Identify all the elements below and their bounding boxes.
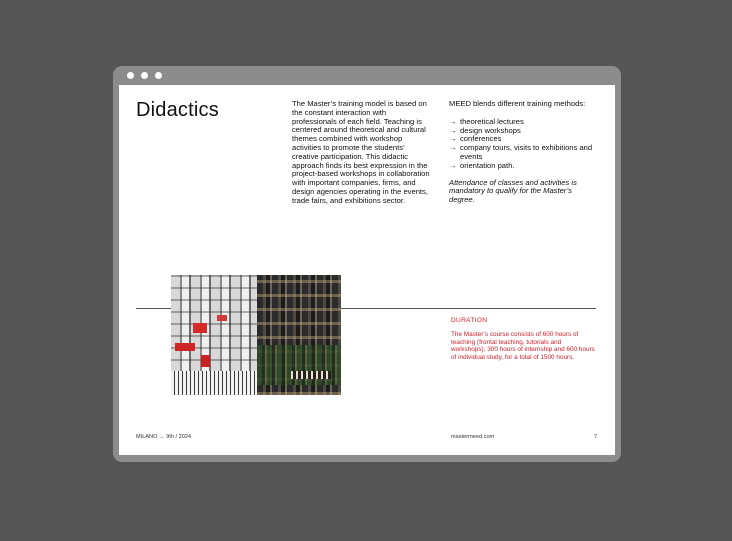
page-title: Didactics	[136, 99, 219, 121]
list-item: → theoretical lectures	[449, 116, 524, 126]
duration-text: The Master’s course consists of 600 hours of teaching (frontal teaching, tutorials and workshops), 300 hours of internship and 600 hours of individual study, for a total of 1500 hours.	[451, 331, 595, 361]
methods-list	[449, 118, 599, 171]
photo-detail	[175, 343, 195, 351]
photo-detail	[171, 371, 257, 395]
window-titlebar	[113, 66, 621, 85]
photo-detail	[291, 371, 331, 379]
photo-detail	[217, 315, 227, 321]
duration-label: DURATION	[451, 317, 488, 324]
photo-detail	[193, 323, 207, 333]
exhibition-photo	[171, 275, 341, 395]
arrow-icon: →	[449, 134, 457, 144]
photo-detail	[257, 345, 341, 385]
attendance-note: Attendance of classes and activities is mandatory to qualify for the Master’s degree.	[449, 177, 577, 205]
methods-intro: MEED blends different training methods:	[449, 99, 586, 108]
arrow-icon: →	[449, 125, 457, 135]
footer-left: MILANO → 9th / 2024	[136, 434, 192, 440]
window-dot-icon[interactable]	[155, 72, 162, 79]
arrow-icon: →	[449, 160, 457, 170]
page-number: 7	[594, 434, 598, 440]
window-dot-icon[interactable]	[141, 72, 148, 79]
intro-paragraph: The Master’s training model is based on the constant interaction with professionals of each field. Teaching is centered around theoretical and cultural themes combined with workshop activities to promote the students’ creative participation. This didactic approach finds its best expression in the project-based workshops in collaboration with important companies, firms, and design agencies operating in the events, trade fairs, and exhibitions sector.	[292, 99, 430, 205]
document-page	[119, 85, 615, 455]
methods-column	[449, 100, 599, 205]
arrow-icon: →	[449, 143, 457, 153]
list-item: → design workshops	[449, 125, 521, 135]
browser-window	[113, 66, 621, 462]
window-dot-icon[interactable]	[127, 72, 134, 79]
footer-website-link[interactable]: mastermeed.com	[451, 434, 495, 440]
photo-detail	[201, 355, 210, 367]
list-item: → orientation path.	[449, 160, 515, 170]
list-item: → company tours, visits to exhibitions and events	[449, 143, 593, 161]
arrow-icon: →	[449, 116, 457, 126]
list-item: → conferences	[449, 134, 502, 144]
